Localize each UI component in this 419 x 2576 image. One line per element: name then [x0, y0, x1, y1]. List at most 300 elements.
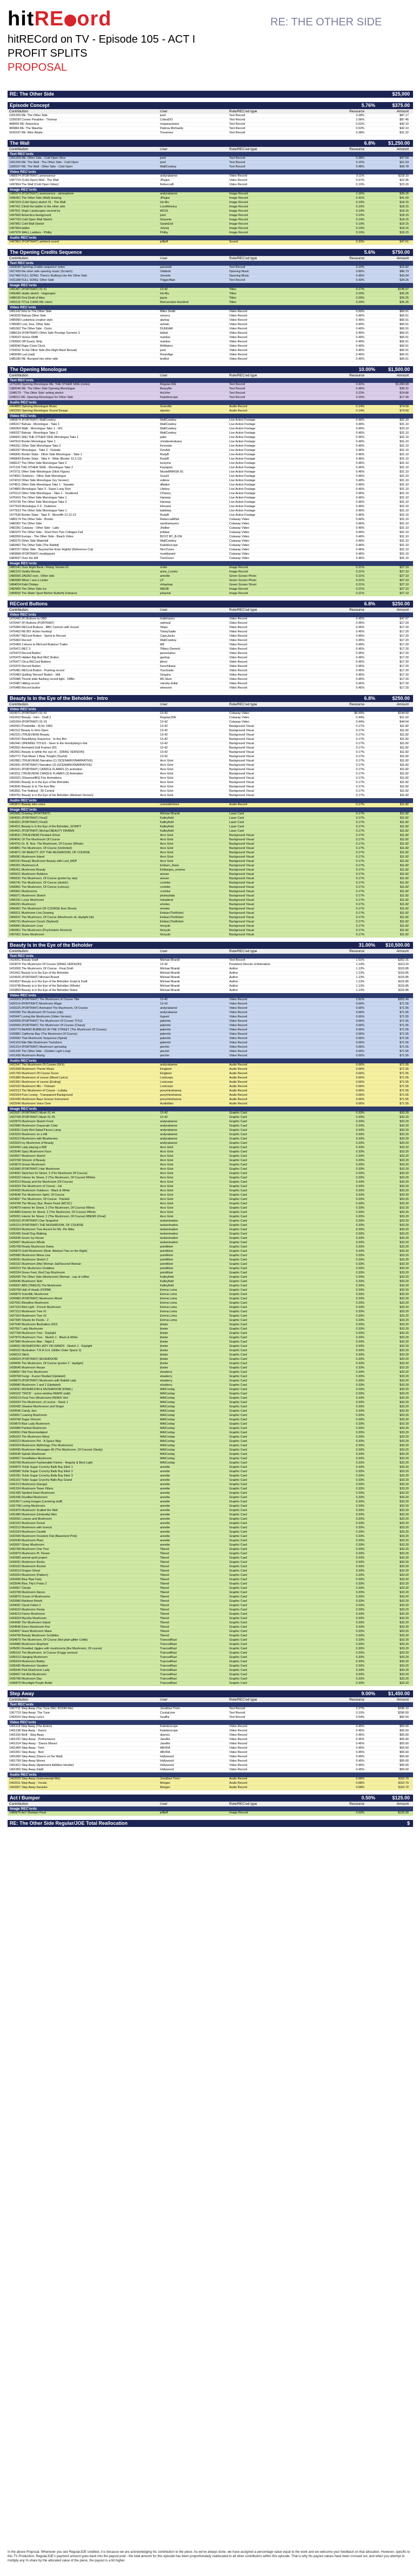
user-cell: annette [160, 1543, 170, 1547]
percent-cell: 1.13% [356, 963, 364, 966]
table-row [8, 772, 413, 777]
role-cell: Video Record [229, 1024, 248, 1027]
amount-cell: $11.82 [400, 834, 409, 837]
amount-cell: $34.26 [400, 279, 409, 282]
amount-cell: $31.10 [400, 436, 409, 439]
amount-cell: $33.20 [400, 1414, 409, 1417]
section-amount: $1,500.00 [388, 367, 410, 372]
percent-cell: 0.46% [356, 518, 364, 521]
amount-cell: $33.20 [400, 1647, 409, 1650]
amount-cell: $11.82 [400, 817, 409, 820]
contribution-cell: 1476473 Record Button [9, 652, 41, 655]
role-cell: Video Record [229, 353, 248, 356]
percent-cell: 0.45% [356, 626, 364, 629]
table-row [8, 566, 413, 570]
amount-cell: $33.20 [400, 1168, 409, 1171]
table-row [8, 929, 413, 933]
contribution-cell: 1417465 FULL SONG: There's Nothing Like the Other Side [9, 274, 88, 278]
contribution-cell: 1430213 Mushroom Pot - A Space Way [9, 1440, 62, 1443]
user-cell: TrancedRazi [160, 1664, 177, 1668]
contribution-cell: 1301259 RE: The Other Side [9, 114, 48, 117]
role-cell: Text Record [229, 266, 245, 269]
percent-cell: 0.33% [356, 1137, 364, 1141]
percent-cell: 0.17% [356, 738, 364, 741]
table-row [8, 1206, 413, 1211]
contribution-cell: 1425091 Interior for Street, 2 (The Mushroom, Of Course) RBEND (Final) [9, 1215, 106, 1218]
table-row [8, 1245, 413, 1250]
user-cell: Acro Grist [160, 851, 174, 854]
contribution-cell: 1427324 Mushroom Tree #2 [9, 1314, 47, 1318]
percent-cell: 0.33% [356, 1500, 364, 1503]
percent-cell: 0.41% [356, 197, 364, 200]
percent-cell: 0.33% [356, 1427, 364, 1430]
user-cell: jaderrito [160, 1033, 171, 1036]
contribution-cell: 1420881 California Bay (The Mushroom Of Course) [9, 1033, 77, 1036]
table-row [8, 1466, 413, 1470]
role-cell: Graphic Card [229, 1293, 247, 1296]
user-cell: Acro Grist [160, 759, 174, 763]
percent-cell: 0.19% [356, 227, 364, 230]
amount-cell: $33.20 [400, 1492, 409, 1495]
table-row [8, 652, 413, 656]
role-cell: Background Visual [229, 847, 254, 850]
table-row [8, 301, 413, 305]
section-title: Beauty Is in the Eye of the Beholder [10, 942, 93, 948]
amount-cell: $11.82 [400, 925, 409, 928]
role-cell: Audio Record [229, 1072, 248, 1075]
table-row [8, 1085, 413, 1089]
contribution-cell: 1420558 (PORTRAIT) The Mushroom Of Course TITLE [9, 1020, 83, 1023]
percent-cell: 0.17% [356, 847, 364, 850]
user-cell: CapnJacks [160, 635, 175, 638]
user-cell: Acro Grist [160, 790, 174, 793]
amount-cell: $74.50 [400, 409, 409, 413]
amount-cell: $11.82 [400, 903, 409, 906]
percent-cell: 0.17% [356, 890, 364, 893]
table-row [8, 1656, 413, 1660]
contribution-cell: 1431546 Doodled Mushroom [9, 1496, 48, 1499]
table-row [8, 830, 413, 834]
table-row [8, 1530, 413, 1535]
role-cell: Video Record [229, 673, 248, 677]
table-row [8, 1470, 413, 1474]
group-subheader [8, 414, 413, 419]
table-row [8, 1431, 413, 1435]
user-cell: Ho-Mu [160, 292, 169, 295]
role-cell: Video Record [229, 1725, 248, 1728]
user-cell: NicoleBRRISK 81 [160, 470, 184, 474]
contribution-cell: 1480874 (PORTRAIT) annessence [9, 174, 56, 178]
user-cell: Tibend [160, 1608, 169, 1611]
user-cell: Acro Grist [160, 1202, 174, 1205]
table-row [8, 449, 413, 453]
percent-cell: 0.45% [356, 682, 364, 685]
group-subheader [8, 152, 413, 157]
contribution-cell: 1421214 (PORTRAIT) Mushroom sprouting [9, 1046, 66, 1049]
amount-cell: $33.20 [400, 1638, 409, 1642]
contribution-cell: 1348111 RE: Opening Monologue for Other Side [9, 396, 74, 399]
role-cell: Background Visual [229, 764, 254, 767]
contribution-cell: 1426879 Scientific Mushroom [9, 1293, 49, 1296]
user-cell: sinoocs [160, 314, 170, 318]
role-cell: Video Record [229, 1011, 248, 1014]
contribution-cell: 1497319 (Cold Open) sketch 01 - The Wall [9, 201, 66, 204]
user-cell: elsaderry [160, 1371, 172, 1374]
amount-cell: $11.82 [400, 847, 409, 850]
contribution-cell: 1431768 Loving Mushroom [9, 1505, 45, 1508]
table-row [8, 270, 413, 274]
user-cell: RegularJOE [160, 716, 176, 719]
amount-cell: $11.82 [400, 860, 409, 863]
percent-cell: 0.46% [356, 535, 364, 538]
amount-cell: $33.20 [400, 1535, 409, 1538]
amount-cell: $33.20 [400, 1496, 409, 1499]
contribution-cell: 1468127 The Other Side Monologue Take 2 [9, 462, 67, 465]
amount-cell: $33.20 [400, 1669, 409, 1672]
contribution-cell: 1497719 (Cold Open) Wall - The Wall [9, 179, 59, 182]
percent-cell: 0.86% [356, 270, 364, 273]
user-cell: Tresemes [160, 131, 174, 134]
amount-cell: $33.20 [400, 1340, 409, 1344]
column-header-row [8, 702, 413, 707]
contribution-cell: 1480874 (PORTRAIT) WallCowboy [9, 419, 56, 422]
user-cell: andyrabanne [160, 1063, 178, 1067]
amount-cell: $17.20 [400, 656, 409, 659]
contribution-cell: 1434102 Mushroom Fiesta [9, 1608, 45, 1611]
amount-cell: $11.82 [400, 825, 409, 828]
contribution-cell: 1483462 The Other Side (The Rabbit) [9, 544, 59, 547]
percent-cell: 0.66% [356, 1089, 364, 1093]
percent-cell: 0.33% [356, 1422, 364, 1426]
role-cell: Video Record [229, 358, 248, 361]
role-cell: Graphic Card [229, 1379, 247, 1383]
amount-cell: $11.82 [400, 894, 409, 898]
amount-cell: $11.82 [400, 933, 409, 936]
table-row [8, 742, 413, 746]
user-cell: dfbaker [160, 483, 170, 487]
percent-cell: 0.66% [356, 1033, 364, 1036]
contribution-cell: 1427102 Bird Light - French Mushroom [9, 1306, 61, 1309]
percent-cell: 0.66% [356, 1046, 364, 1049]
table-row [8, 531, 413, 535]
table-row [8, 1280, 413, 1284]
amount-cell: $71.55 [400, 1020, 409, 1023]
table-row [8, 1155, 413, 1159]
user-cell: andyrabanne [160, 1129, 178, 1132]
user-cell: ccombe [160, 881, 171, 885]
contribution-cell: 1428657 Old Tree Mushroom [9, 1371, 48, 1374]
contribution-cell: 1428213 Stitch [9, 1353, 29, 1357]
table-row [8, 319, 413, 323]
table-row [8, 1673, 413, 1677]
user-cell: jfoster [160, 1327, 168, 1331]
table-row [8, 405, 413, 409]
table-row [8, 1392, 413, 1397]
table-row [8, 1587, 413, 1591]
amount-cell: $92.20 [400, 419, 409, 422]
role-cell: Graphic Card [229, 1124, 247, 1128]
amount-cell: $33.20 [400, 1677, 409, 1681]
user-cell: DooAdr [160, 449, 170, 452]
user-cell: WallCowboy [160, 165, 177, 168]
amount-cell: $11.82 [400, 912, 409, 915]
user-cell: akshay [160, 319, 170, 322]
section-title: The Wall [10, 140, 30, 146]
column-header-row [8, 147, 413, 152]
table-row [8, 838, 413, 842]
contribution-cell: 1421769 Mushroom Of Course Score [9, 1072, 59, 1075]
percent-cell: 0.33% [356, 1595, 364, 1599]
amount-cell: $47.61 [400, 240, 409, 244]
role-cell: Image Record [229, 588, 248, 591]
role-cell: Graphic Card [229, 1561, 247, 1564]
percent-cell: 0.33% [356, 1219, 364, 1223]
amount-cell: $33.20 [400, 1466, 409, 1469]
table-row [8, 912, 413, 916]
role-cell: Graphic Card [229, 1474, 247, 1478]
percent-cell: 0.17% [356, 907, 364, 911]
role-cell: Graphic Card [229, 1397, 247, 1400]
role-cell: Image Record [229, 231, 248, 234]
role-cell: Background Visual [229, 877, 254, 880]
amount-cell: $33.20 [400, 1202, 409, 1205]
table-row [8, 916, 413, 920]
contribution-cell: 1425213 (PORTRAIT) THE MUSHROOM, OF COURSE [9, 1224, 84, 1227]
table-row [8, 1759, 413, 1764]
percent-cell: 0.45% [356, 643, 364, 646]
amount-cell: $33.20 [400, 1427, 409, 1430]
user-cell: mantiss [160, 336, 170, 339]
role-cell: Video Record [229, 630, 248, 633]
amount-cell: $33.20 [400, 1448, 409, 1452]
amount-cell: $47.07 [400, 617, 409, 621]
contribution-cell: 1421103 Nite Nite Mushroom Transform [9, 1041, 62, 1044]
amount-cell: $33.20 [400, 1280, 409, 1283]
amount-cell: $125.00 [398, 1811, 409, 1815]
table-row [8, 409, 413, 414]
section-spacer [8, 136, 413, 140]
contribution-cell: 1476447 (P) Buttons (PORTRAIT) [9, 622, 55, 625]
percent-cell: 0.33% [356, 1613, 364, 1616]
contribution-cell: 1473711 Other Side Monologue (Stick Figure) [9, 470, 70, 474]
percent-cell: 0.40% [356, 323, 364, 326]
user-cell: 13-42 [160, 963, 168, 966]
user-cell: BOYZ BY_B-ON [160, 535, 182, 538]
user-cell: Acro Grist [160, 781, 174, 784]
amount-cell: $33.20 [400, 1600, 409, 1603]
role-cell: Audio Record [229, 1098, 248, 1101]
user-cell: annette [160, 1505, 170, 1508]
table-row [8, 643, 413, 648]
user-cell: tardanimation [160, 1224, 178, 1227]
percent-cell: 0.33% [356, 1548, 364, 1551]
table-row [8, 1181, 413, 1185]
amount-cell: $33.20 [400, 1422, 409, 1426]
table-row [8, 1159, 413, 1163]
contribution-cell: 1426324 Green Feet, Red Cap Mushroom [9, 1271, 65, 1274]
column-header: Contribution [9, 257, 29, 260]
percent-cell: 0.33% [356, 1591, 364, 1594]
table-row [8, 310, 413, 314]
role-cell: Graphic Card [229, 1656, 247, 1659]
percent-cell: 0.21% [356, 592, 364, 595]
percent-cell: 0.33% [356, 1133, 364, 1136]
amount-cell: $11.82 [400, 781, 409, 784]
percent-cell: 0.17% [356, 803, 364, 806]
contribution-cell: 1420114 (PORTRAIT) Mushroom Magic [9, 1002, 62, 1006]
user-cell: jbhoo [160, 660, 168, 664]
role-cell: Video Record [229, 179, 248, 182]
contribution-cell: 1471116 THE OTHER SIDE - Monologue Take 2 [9, 466, 73, 469]
user-cell: Michael Brandi [160, 959, 180, 962]
user-cell: Tibend [160, 1587, 169, 1590]
role-cell: Background Visual [229, 729, 254, 732]
user-cell: Kalleyfield [160, 825, 174, 828]
percent-cell: 0.66% [356, 1081, 364, 1084]
contribution-cell: 1430091 Pink Bioremediated [9, 1431, 48, 1434]
contribution-cell: 1421325 The Other Side - (Golden Light Loop) [9, 1050, 71, 1053]
contribution-cell: 1483937 Over the Hill [9, 557, 38, 560]
user-cell: Tibend [160, 1582, 169, 1586]
user-cell: Michael Brandi [160, 984, 180, 988]
amount-cell: $352.40 [398, 998, 409, 1001]
user-cell: pointillism [160, 1250, 174, 1253]
contribution-cell: 1431102 Tickle Sugar Crunchy Balls Buy Grand [9, 1479, 72, 1482]
contribution-cell: 1455851 The Mushroom, Of Course (colours) [9, 886, 69, 889]
percent-cell: 0.68% [356, 1777, 364, 1781]
contribution-cell: 1452771 That Mean 1 Bear Tonight (Tourist) [9, 755, 68, 758]
role-cell: Graphic Card [229, 1414, 247, 1417]
percent-cell: 0.38% [356, 157, 364, 160]
amount-cell: $31.10 [400, 518, 409, 521]
user-cell: Acro Grist [160, 1168, 174, 1171]
amount-cell: $35.25 [400, 292, 409, 295]
amount-cell: $33.20 [400, 1206, 409, 1210]
amount-cell: $23.20 [400, 183, 409, 186]
contribution-cell: 1419076 The Mushroom Of Course (DRAG VERSION) [9, 963, 82, 966]
amount-cell: $33.20 [400, 1336, 409, 1339]
column-header: Contribution [9, 1698, 29, 1702]
percent-cell: 0.33% [356, 1518, 364, 1521]
column-header: Contribution [9, 608, 29, 612]
percent-cell: 0.45% [356, 1725, 364, 1728]
role-cell: Graphic Card [229, 1340, 247, 1344]
user-cell: 13-42 [160, 742, 168, 745]
amount-cell: $33.20 [400, 1142, 409, 1145]
user-cell: ponyrhinohanna [160, 1089, 182, 1093]
percent-cell: 1.13% [356, 989, 364, 992]
role-cell: Audio Record [229, 1068, 248, 1071]
role-cell: Video Record [229, 643, 248, 646]
column-header: Resource [349, 703, 364, 706]
amount-cell: $33.20 [400, 1461, 409, 1465]
table-row [8, 1323, 413, 1327]
amount-cell: $33.20 [400, 1505, 409, 1508]
role-cell: Graphic Card [229, 1643, 247, 1646]
user-cell: 13-42 [160, 746, 168, 750]
contribution-cell: 1367719 Step Away: The Tune [9, 1711, 50, 1715]
contribution-cell: 1488190 First Draft of titles [9, 296, 45, 300]
table-row [8, 131, 413, 136]
percent-cell: 0.46% [356, 540, 364, 543]
table-row [8, 881, 413, 886]
percent-cell: 1.15% [356, 192, 364, 195]
user-cell: panandd [160, 266, 172, 269]
table-row [8, 1345, 413, 1349]
table-row [8, 1556, 413, 1561]
role-cell: Background Visual [229, 851, 254, 854]
percent-cell: 0.33% [356, 1267, 364, 1270]
table-row [8, 514, 413, 518]
amount-cell: $31.10 [400, 509, 409, 512]
table-row [8, 894, 413, 899]
user-cell: Lostcorpo [160, 1081, 174, 1084]
user-cell: Tibend [160, 1548, 169, 1551]
table-row [8, 522, 413, 527]
contribution-cell: 1433102 Mushroom Rocket [9, 1565, 46, 1568]
percent-cell: 0.33% [356, 1474, 364, 1478]
amount-cell: $66.51 [400, 340, 409, 343]
user-cell: CrystaLime [160, 1711, 175, 1715]
user-cell: andyrabanne [160, 1120, 178, 1123]
amount-cell: $33.20 [400, 1591, 409, 1594]
user-cell: SarahZed [160, 222, 174, 226]
amount-cell: $31.10 [400, 479, 409, 482]
role-cell: Live Action Footage [229, 492, 256, 495]
role-cell: Graphic Card [229, 1444, 247, 1447]
percent-cell: 0.19% [356, 222, 364, 226]
table-row [8, 1150, 413, 1155]
user-cell: Emma Loma [160, 1310, 177, 1313]
percent-cell: 0.33% [356, 1241, 364, 1244]
user-cell: annette [160, 1492, 170, 1495]
table-row [8, 716, 413, 720]
table-row [8, 1254, 413, 1258]
amount-cell: $18.15 [400, 222, 409, 226]
user-cell: Eingbenr [160, 1072, 172, 1075]
user-cell: Philby [160, 231, 168, 234]
role-cell: Background Visual [229, 864, 254, 867]
user-cell: ryoinsideVoice [160, 803, 179, 806]
contribution-cell: 1476457 RECord Button - Sprint to Record [9, 635, 66, 638]
percent-cell: 0.33% [356, 1215, 364, 1218]
percent-cell: 0.17% [356, 733, 364, 737]
user-cell: 13-42 [160, 288, 168, 291]
contribution-cell: 1428768 Fungi - Fuzzel Studied (Updated) [9, 1375, 65, 1378]
user-cell: Tibend [160, 1578, 169, 1581]
user-cell: Acro Grist [160, 842, 174, 846]
user-cell: SuzyH [160, 475, 169, 478]
amount-cell: $18.15 [400, 205, 409, 208]
section-spacer [8, 1827, 413, 1831]
percent-cell: 0.10% [356, 1711, 364, 1715]
role-cell: Graphic Card [229, 1487, 247, 1491]
role-cell: Video Record [229, 1729, 248, 1732]
role-cell: Graphic Card [229, 1578, 247, 1581]
contribution-cell: 1427091 Bloodline Mushroom [9, 1302, 49, 1305]
table-row [8, 821, 413, 825]
user-cell: 13-42 [160, 1002, 168, 1006]
user-cell: RebeccaAtNet [160, 518, 179, 521]
contribution-cell: 1431324 Mushroom Tower Fillers [9, 1487, 54, 1491]
amount-cell: $31.10 [400, 466, 409, 469]
table-row [8, 1522, 413, 1526]
role-cell: Graphic Card [229, 1587, 247, 1590]
contribution-cell: 1433091 Mushroom Rocks [9, 1561, 45, 1564]
table-row [8, 1297, 413, 1302]
role-cell: Video Record [229, 1768, 248, 1771]
role-cell: Cutaway Video [229, 527, 249, 530]
